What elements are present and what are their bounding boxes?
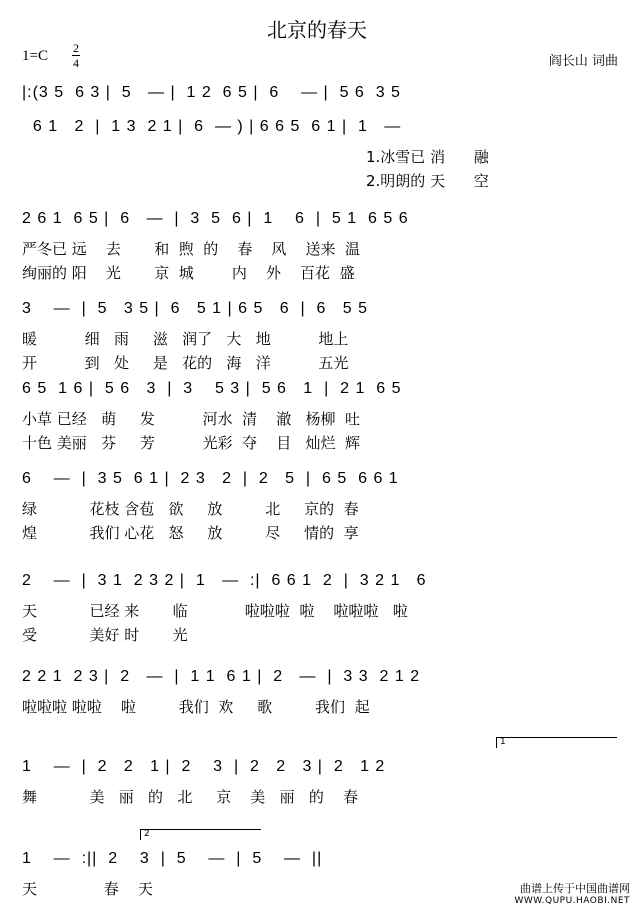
song-title: 北京的春天 xyxy=(267,18,367,42)
lyric-line-1: 天 已经 来 临 啦啦啦 啦 啦啦啦 啦 xyxy=(22,602,408,620)
notation-row: 1 — | 2 2 1 | 2 3 | 2 2 3 | 2 1 2 xyxy=(22,758,386,775)
lyric-line-1: 啦啦啦 啦啦 啦 我们 欢 歌 我们 起 xyxy=(22,698,370,716)
lyric-line-1: 1.冰雪已 消 融 xyxy=(366,148,489,166)
lyric-line-1: 严冬已 远 去 和 煦 的 春 风 送来 温 xyxy=(22,240,361,258)
lyric-line-1: 舞 美 丽 的 北 京 美 丽 的 春 xyxy=(22,788,358,806)
first-ending-number: 1 xyxy=(500,737,506,747)
second-ending-number: 2 xyxy=(144,829,150,839)
notation-row: 6 5 1 6 | 5 6 3 | 3 5 3 | 5 6 1 | 2 1 6 5 xyxy=(22,380,402,397)
notation-row: 6 — | 3 5 6 1 | 2 3 2 | 2 5 | 6 5 6 6 1 xyxy=(22,470,399,487)
notation-row: 2 6 1 6 5 | 6 — | 3 5 6 | 1 6 | 5 1 6 5 6 xyxy=(22,210,409,227)
lyric-line-2: 受 美好 时 光 xyxy=(22,626,188,644)
time-signature xyxy=(72,42,80,69)
key-signature: 1=C xyxy=(22,48,48,64)
notation-row: 2 2 1 2 3 | 2 — | 1 1 6 1 | 2 — | 3 3 2 1 2 xyxy=(22,668,421,685)
first-ending-bracket xyxy=(496,737,617,748)
notation-row: 6 1 2 | 1 3 2 1 | 6 — ) | 6 6 5 6 1 | 1 — xyxy=(22,118,402,135)
notation-row: |:(3 5 6 3 | 5 — | 1 2 6 5 | 6 — | 5 6 3 5 xyxy=(22,84,401,101)
composer-credit: 阎长山 词曲 xyxy=(548,54,618,69)
lyric-line-2: 开 到 处 是 花的 海 洋 五光 xyxy=(22,354,349,372)
lyric-line-1: 天 春 天 xyxy=(22,880,153,898)
notation-row: 2 — | 3 1 2 3 2 | 1 — :| 6 6 1 2 | 3 2 1 6 xyxy=(22,572,427,589)
lyric-line-1: 暖 细 雨 滋 润了 大 地 地上 xyxy=(22,330,349,348)
second-ending-bracket xyxy=(140,829,261,840)
lyric-line-1: 小草 已经 萌 发 河水 清 澈 杨柳 吐 xyxy=(22,410,361,428)
lyric-line-2: 2.明朗的 天 空 xyxy=(366,172,489,190)
watermark xyxy=(500,882,630,908)
time-signature-bottom: 4 xyxy=(73,56,79,70)
time-signature-top: 2 xyxy=(73,41,79,55)
watermark-line-1: 曲谱上传于中国曲谱网 xyxy=(520,882,630,895)
watermark-line-2: WWW.QUPU.HAOBI.NET xyxy=(514,896,630,906)
lyric-line-2: 绚丽的 阳 光 京 城 内 外 百花 盛 xyxy=(22,264,355,282)
notation-row: 1 — :|| 2 3 | 5 — | 5 — || xyxy=(22,850,323,867)
lyric-line-2: 煌 我们 心花 怒 放 尽 情的 享 xyxy=(22,524,359,542)
lyric-line-1: 绿 花枝 含苞 欲 放 北 京的 春 xyxy=(22,500,359,518)
notation-row: 3 — | 5 3 5 | 6 5 1 | 6 5 6 | 6 5 5 xyxy=(22,300,368,317)
lyric-line-2: 十色 美丽 芬 芳 光彩 夺 目 灿烂 辉 xyxy=(22,434,361,452)
